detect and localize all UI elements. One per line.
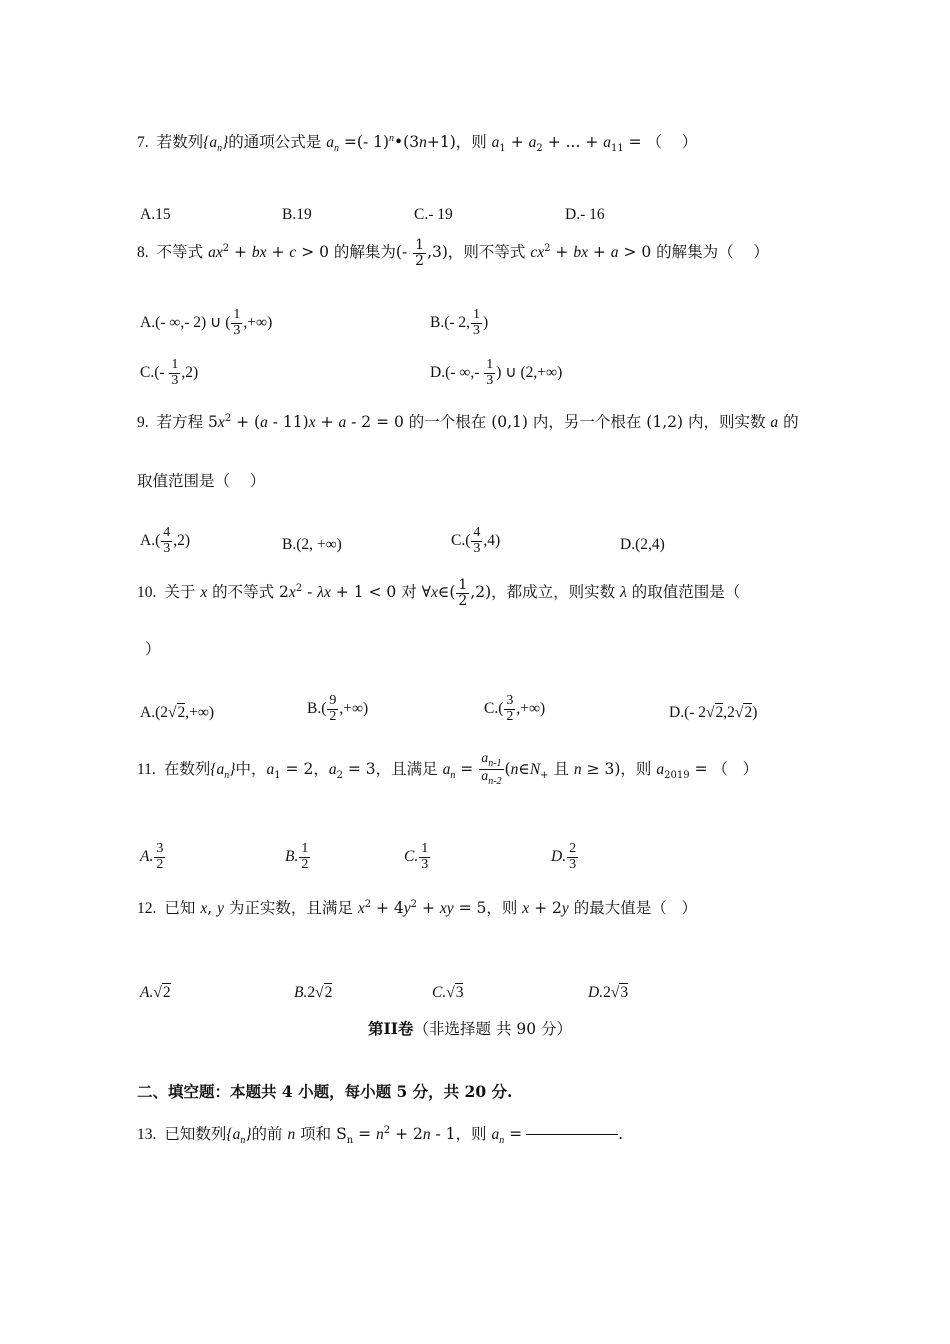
q8-option-a[interactable]: A.(- ∞,- 2) ∪ ( $\frac{1}{3}$ ,+∞) (140, 307, 273, 338)
question-number: 13. (137, 1126, 157, 1144)
part-2-title: 第II卷（非选择题 共 90 分） (368, 1019, 573, 1038)
question-stem: 关于 x 的不等式 $2x^2 - \lambda x + 1 < 0$ 对 ∀x∈( $\frac{1}{2}$ ,2)，都成立，则实数 λ 的取值范围是（ (164, 577, 741, 609)
section-2-title: 二、填空题：本题共 4 小题，每小题 5 分，共 20 分. (137, 1082, 513, 1101)
question-11 (137, 752, 758, 788)
question-stem: 若方程 $5x^2 + (a - 11)x + a - 2 = 0$ 的一个根在 (0,1) 内，另一个根在 (1,2) 内，则实数 a 的 (156, 413, 799, 432)
q8-option-d[interactable]: D.(- ∞,- $\frac{1}{3}$ ) ∪ (2,+∞) (430, 357, 563, 388)
question-stem: 已知数列$\{a_n\}$的前 n 项和 $S_n = n^2 + 2n - 1$，则 $a_n$ = (164, 1125, 523, 1147)
question-7 (137, 128, 697, 160)
question-stem: 不等式 $ax^2$ + bx + c > 0 的解集为(- $\frac{1}{2}$ ,3)，则不等式 $cx^2$ + bx + a > 0 的解集为（ ） (156, 237, 769, 269)
question-12 (137, 894, 697, 920)
q12-option-b[interactable]: B.2√2 (294, 984, 333, 1001)
q9-option-c[interactable]: C.( $\frac{4}{3}$ ,4) (451, 525, 501, 556)
q12-option-a[interactable]: A.√2 (140, 984, 171, 1001)
question-9-continued: 取值范围是（ ） (137, 472, 266, 490)
q10-option-a[interactable]: A.(2√2,+∞) (140, 704, 215, 721)
q11-option-d[interactable]: D. $\frac{2}{3}$ (551, 841, 577, 872)
q11-option-b[interactable]: B. $\frac{1}{2}$ (285, 841, 309, 872)
question-number: 12. (137, 900, 157, 918)
q7-option-d[interactable]: D.- 16 (565, 206, 605, 223)
q7-option-a[interactable]: A.15 (140, 206, 171, 223)
question-8 (137, 238, 769, 268)
q10-option-c[interactable]: C.( $\frac{3}{2}$ ,+∞) (484, 693, 546, 724)
q9-option-a[interactable]: A.( $\frac{4}{3}$ ,2) (140, 525, 191, 556)
q9-option-b[interactable]: B.(2, +∞) (282, 536, 342, 553)
question-10-continued: ） (145, 640, 161, 658)
question-stem: 在数列$\{a_n\}$中，$a_1 = 2$，$a_2 = 3$，且满足 $a_n$ = $\frac{a_{n-1}}{a_{n-2}}$ ($n\in N_+$ 且 n ≥ 3)，则 $a_{2019}$ = （ ） (163, 751, 759, 788)
question-10 (137, 578, 740, 608)
question-number: 10. (137, 584, 157, 602)
question-13: 13. 已知数列$\{a_n\}$的前 n 项和 $S_n = n^2 + 2n - 1$，则 $a_n$ = . (137, 1125, 624, 1147)
question-stem: 已知 x, y 为正实数，且满足 $x^2 + 4y^2$ + xy = 5，则 x + 2y 的最大值是（ ） (164, 899, 697, 918)
q8-option-b[interactable]: B.(- 2, $\frac{1}{3}$ ) (430, 307, 489, 338)
answer-blank[interactable] (526, 1134, 618, 1135)
q8-option-c[interactable]: C.(- $\frac{1}{3}$ ,2) (140, 357, 199, 388)
q11-option-c[interactable]: C. $\frac{1}{3}$ (404, 841, 429, 872)
q10-option-d[interactable]: D.(- 2√2,2√2) (669, 704, 758, 721)
question-number: 9. (137, 414, 149, 432)
question-number: 8. (137, 244, 149, 262)
q12-option-c[interactable]: C.√3 (432, 984, 464, 1001)
question-9 (137, 408, 799, 434)
question-stem: 若数列$\{a_n\}$的通项公式是 $a_n$ =(- 1)$^n$•(3n+1)，则 $a_1 + a_2$ + ... + $a_{11}$ = （ ） (156, 133, 698, 155)
question-number: 11. (137, 760, 156, 778)
q9-option-d[interactable]: D.(2,4) (620, 536, 665, 553)
q10-option-b[interactable]: B.( $\frac{9}{2}$ ,+∞) (307, 693, 369, 724)
q7-option-c[interactable]: C.- 19 (414, 206, 453, 223)
q7-option-b[interactable]: B.19 (282, 206, 312, 223)
q12-option-d[interactable]: D.2√3 (588, 984, 629, 1001)
question-number: 7. (137, 134, 149, 152)
q11-option-a[interactable]: A. $\frac{3}{2}$ (140, 841, 164, 872)
